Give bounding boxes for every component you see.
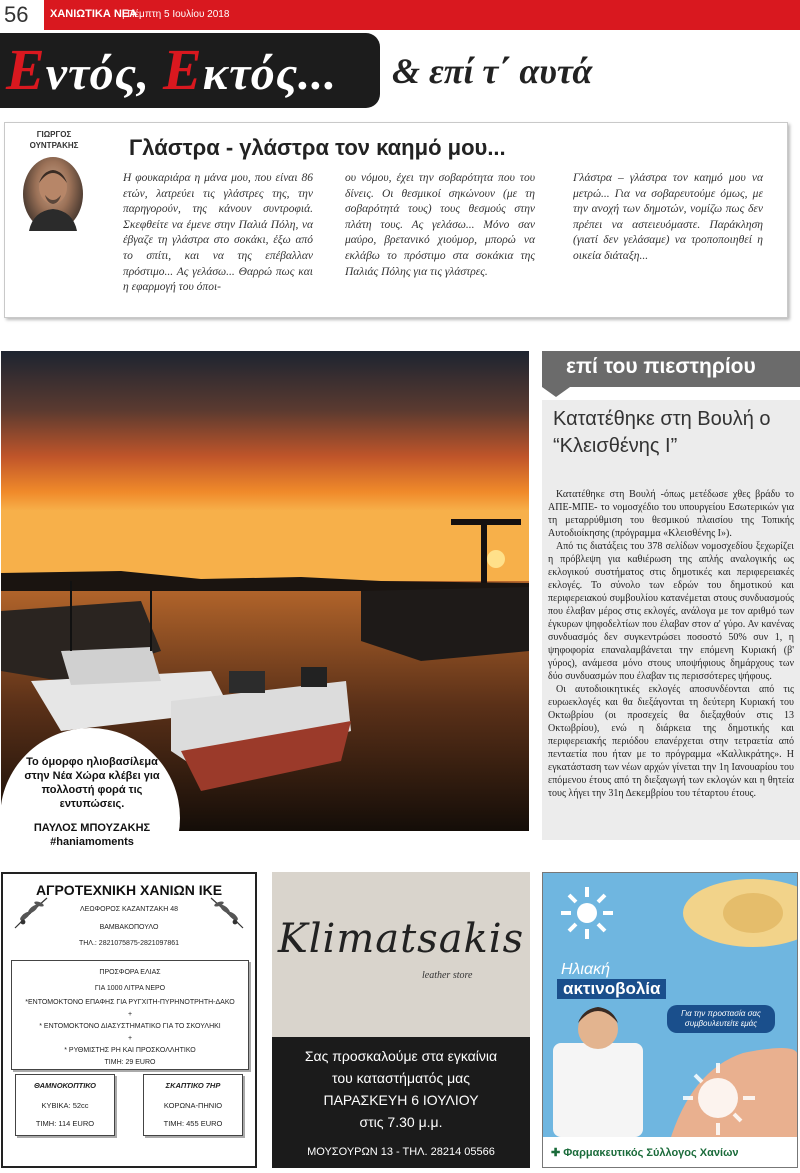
photo-caption-text: Το όμορφο ηλιοβασίλεμα στην Νέα Χώρα κλέβει για πολλοστή φορά τις εντυπώσεις. <box>24 756 160 810</box>
column-title <box>6 36 337 103</box>
sun-icon <box>557 883 617 943</box>
ad3-line-2: ακτινοβολία <box>557 979 666 999</box>
photo-credit: ΠΑΥΛΟΣ ΜΠΟΥΖΑΚΗΣ <box>33 822 151 834</box>
column-title-cap-1: Ε <box>6 37 46 102</box>
ad1-offer-item-3: * ΡΥΘΜΙΣΤΗΣ PH ΚΑΙ ΠΡΟΣΚΟΛΛΗΤΙΚΟ <box>64 1047 196 1054</box>
ad1-box2-price: ΤΙΜΗ: 455 EURO <box>163 1119 223 1128</box>
column-title-tail: & επί τ΄ αυτά <box>392 51 593 91</box>
ad1-box1-price: ΤΙΜΗ: 114 EURO <box>35 1119 95 1128</box>
ad1-box2-line: ΚΟΡΩΝΑ-ΠΗΝΙΟ <box>163 1101 223 1110</box>
ad1-product-box-2 <box>143 1074 243 1136</box>
ad1-offer-plus-1: + <box>127 1011 133 1018</box>
opinion-article <box>4 122 788 318</box>
ad1-product-box-1 <box>15 1074 115 1136</box>
ad2-invite-line-1: Σας προσκαλούμε στα εγκαίνια <box>304 1048 498 1064</box>
ad2-invite-line-4: στις 7.30 μ.μ. <box>359 1114 443 1130</box>
ad1-offer-title: ΠΡΟΣΦΟΡΑ ΕΛΙΑΣ <box>99 969 161 976</box>
pharmacy-cross-icon: ✚ <box>551 1147 564 1159</box>
ad1-box2-title: ΣΚΑΠΤΙΚΟ 7HP <box>165 1081 221 1090</box>
ad2-invite-line-2: του καταστήματός μας <box>332 1070 470 1086</box>
author-avatar <box>23 157 83 231</box>
ad1-phone: ΤΗΛ.: 2821075875-2821097861 <box>78 940 180 947</box>
ad3-line-3: Για την προστασία σας συμβουλευτείτε εμάς <box>667 1005 775 1033</box>
ad1-offer-item-1: *ΕΝΤΟΜΟΚΤΟΝΟ ΕΠΑΦΗΣ ΓΙΑ ΡΥΓΧΙΤΗ-ΠΥΡΗΝΟΤΡΗΤΗ-ΔΑΚΟ <box>25 999 235 1006</box>
column-title-word-1: ντός, <box>45 47 151 100</box>
ad2-invite-line-3: ΠΑΡΑΣΚΕΥΗ 6 ΙΟΥΛΙΟΥ <box>323 1092 479 1108</box>
ad1-company-name: ΑΓΡΟΤΕΧΝΙΚΗ ΧΑΝΙΩΝ ΙΚΕ <box>35 882 223 898</box>
ad1-offer-item-2: * ΕΝΤΟΜΟΚΤΟΝΟ ΔΙΑΣΥΣΤΗΜΑΤΙΚΟ ΓΙΑ ΤΟ ΣΚΟΥΛΗΚΙ <box>39 1023 221 1030</box>
opinion-column-1: Η φουκαριάρα η μάνα μου, που είναι 86 ετών, λατρεύει τις γλάστρες της, την παρηγορούν, της κάνουν συντροφιά. Σκεφθείτε να έμενε στην Παλιά Πόλη, να έβγαζε τη γλάστρα στο σοκάκι, έξω από το σπίτι, και να της επέβαλλαν πρόστιμο... Ας γελάσω... Θαρρώ πως και η εφαρμογή του όποι- <box>123 172 313 294</box>
ad2-logo-subtitle: leather store <box>422 970 473 981</box>
sidebar-title: Κατατέθηκε στη Βουλή ο “Κλεισθένης Ι” <box>553 408 771 457</box>
ad-pharmacy <box>542 872 798 1168</box>
column-title-word-2: κτός <box>202 47 299 100</box>
ad3-line-1: Ηλιακή <box>561 961 610 978</box>
issue-date: | Πέμπτη 5 Ιουλίου 2018 <box>122 9 230 20</box>
sidebar-paragraph-3: Οι αυτοδιοικητικές εκλογές αποσυνδέονται από τις ευρωεκλογές και θα διεξάγονται τη δεύτερη Κυριακή του Οκτωβρίου (οι προσεχείς θα διεξαχθούν στις 13 Οκτωβρίου), ενώ η διάρκεια της δημοτικής και περιφερειακής περιόδου επανέρχεται στην τετραετία από πενταετία που ήταν με το πρόγραμμα «Καλλικράτης». Η εγκατάσταση των νέων αρχών γίνεται την 1η Ιανουαρίου του επόμενου έτους από τη διεξαγωγή των εκλογών και η θητεία τους λήγει την 31η Δεκεμβρίου του τέταρτου έτους. <box>548 684 794 799</box>
ad2-logo: Klimatsakis <box>277 916 525 962</box>
sidebar-paragraph-2: Από τις διατάξεις του 378 σελίδων νομοσχεδίου ξεχωρίζει η πρόβλεψη για καθιέρωση της απλής αναλογικής ως εκλογικού συστήματος στις δημοτικές και περιφερειακές εκλογές. Το σύνολο των εδρών του δημοτικού και περιφερειακού συμβουλίου κατανέμεται στους συνδυασμούς που έλαβαν μέρος στις εκλογές, ανάλογα με τον αριθμό των έγκυρων ψηφοδελτίων που έλαβαν στον α' γύρο. Αν κανένας συνδυασμός δεν συγκεντρώσει ποσοστό 50% συν 1, η ψηφοφορία επαναλαμβάνεται την επόμενη Κυριακή (β' γύρος), ανάμεσα μόνο στους υποψήφιους δημάρχους των δύο συνδυασμών που έλαβαν τις περισσότερες ψήφους. <box>548 541 794 682</box>
photo-caption <box>22 755 162 849</box>
ad-agrotechniki <box>1 872 257 1168</box>
ad1-box1-line: ΚΥΒΙΚΑ: 52cc <box>41 1101 89 1110</box>
page-number: 56 <box>0 0 44 30</box>
paper-name: ΧΑΝΙΩΤΙΚΑ ΝΕΑ <box>50 8 138 20</box>
photo-hashtag: #haniamoments <box>50 836 134 848</box>
sidebar-body <box>548 488 794 800</box>
author-name: ΓΙΩΡΓΟΣ ΟΥΝΤΡΑΚΗΣ <box>29 130 79 150</box>
opinion-column-3: Γλάστρα – γλάστρα τον καημό μου να μετρώ... Για να σοβαρευτούμε όμως, με την ανοχή των δημοτών, νομίζω πως δεν πρέπει να αστειευόμαστε. Παράκληση (γιατί δεν γελάσαμε) να τροποποιηθεί η οικεία διάταξη... <box>573 172 763 262</box>
ad1-address: ΛΕΩΦΟΡΟΣ ΚΑΖΑΝΤΖΑΚΗ 48 <box>79 906 178 913</box>
ad1-offer-price: ΤΙΜΗ: 29 EURO <box>104 1059 156 1066</box>
opinion-column-2: ου νόμου, έχει την σοβαρότητα που του δίνεις. Οι θεσμικοί σηκώνουν (με τη σοβαρότητά τους) τους θεσμούς στην πλάτη τους. Ας γελάσω... Μόνο σαν μαύρο, βρετανικό χιούμορ, μπορώ να εκλάβω το πρόστιμο στα σοκάκια της Παλιάς Πόλης για τις γλάστρες. <box>345 172 535 278</box>
column-title-cap-2: Ε <box>163 37 203 102</box>
ad3-footer <box>543 1137 797 1167</box>
ad1-offer-subtitle: ΓΙΑ 1000 ΛΙΤΡΑ ΝΕΡΟ <box>94 985 166 992</box>
ad1-offer-box <box>11 960 249 1070</box>
ad-klimatsakis <box>272 872 530 1168</box>
ad2-address: ΜΟΥΣΟΥΡΩΝ 13 - ΤΗΛ. 28214 05566 <box>307 1146 495 1158</box>
column-title-ellipsis: ... <box>298 47 338 100</box>
ad1-box1-title: ΘΑΜΝΟΚΟΠΤΙΚΟ <box>33 1081 96 1090</box>
ad3-footer-text: Φαρμακευτικός Σύλλογος Χανίων <box>563 1147 739 1159</box>
ad1-area: ΒΑΜΒΑΚΟΠΟΥΛΟ <box>99 924 159 931</box>
opinion-title: Γλάστρα - γλάστρα τον καημό μου... <box>129 135 506 160</box>
ad1-offer-plus-2: + <box>127 1035 133 1042</box>
sidebar-heading-arrow <box>542 387 570 397</box>
sidebar-paragraph-1: Κατατέθηκε στη Βουλή -όπως μετέδωσε χθες βράδυ το ΑΠΕ-ΜΠΕ- το νομοσχέδιο του υπουργείου Εσωτερικών για τη μεταρρύθμιση του θεσμικού πλαισίου της Τοπικής Αυτοδιοίκησης (πρόγραμμα «Κλεισθένης Ι»). <box>548 489 794 539</box>
sidebar-heading: επί του πιεστηρίου <box>566 355 756 378</box>
